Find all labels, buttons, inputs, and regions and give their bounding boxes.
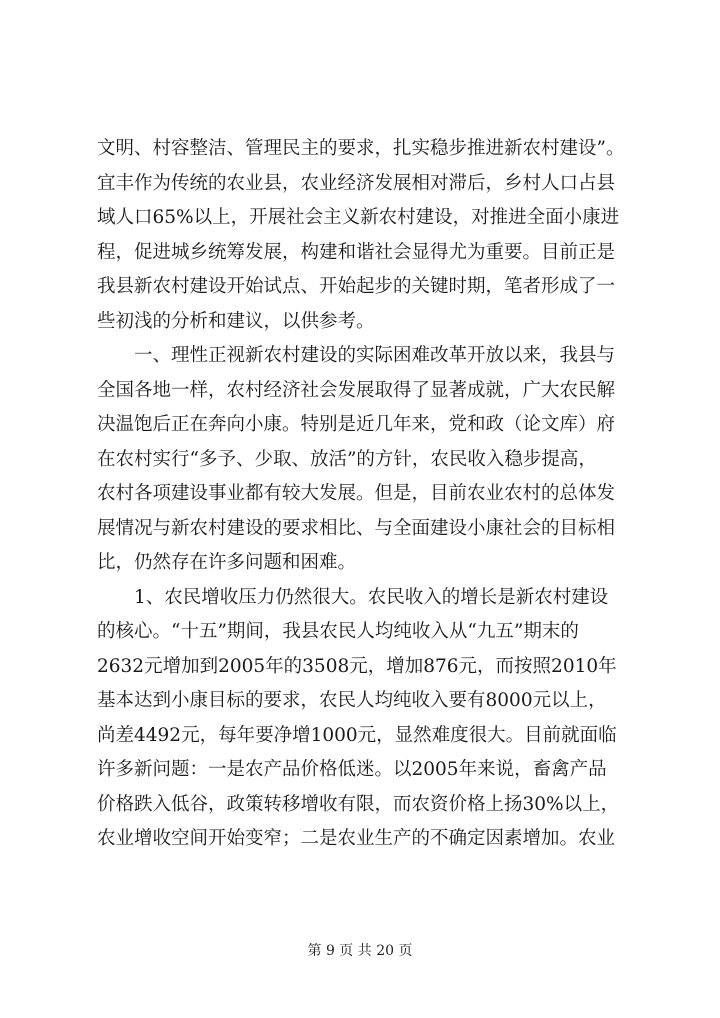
text-line-2: 宜丰作为传统的农业县，农业经济发展相对滞后，乡村人口占县 [97, 172, 616, 194]
text-line-11: 农村各项建设事业都有较大发展。但是，目前农业农村的总体发 [97, 483, 616, 504]
text-line-14: 1、农民增收压力仍然很大。农民收入的增长是新农村建设 [134, 586, 609, 608]
text-line-6: 些初浅的分析和建议，以供参考。 [97, 310, 375, 332]
text-line-9: 决温饱后正在奔向小康。特别是近几年来，党和政（论文库）府 [97, 414, 616, 435]
text-line-8: 全国各地一样，农村经济社会发展取得了显著成就，广大农民解 [97, 379, 616, 401]
text-line-19: 许多新问题：一是农产品价格低迷。以2005年来说，畜禽产品 [97, 759, 607, 780]
text-line-1: 文明、村容整洁、管理民主的要求，扎实稳步推进新农村建设”。 [97, 138, 625, 159]
body-text [97, 132, 657, 857]
text-line-18: 尚差4492元，每年要净增1000元，显然难度很大。目前就面临 [97, 724, 617, 746]
text-line-17: 基本达到小康目标的要求，农民人均纯收入要有8000元以上， [97, 690, 607, 711]
text-line-16: 2632元增加到2005年的3508元，增加876元，而按照2010年 [97, 655, 617, 677]
text-line-10: 在农村实行“多予、少取、放活”的方针，农民收入稳步提高， [97, 448, 597, 470]
text-line-21: 农业增收空间开始变窄；二是农业生产的不确定因素增加。农业 [97, 828, 616, 849]
page-number-footer: 第 9 页 共 20 页 [307, 943, 413, 959]
text-line-5: 我县新农村建设开始试点、开始起步的关键时期，笔者形成了一 [97, 276, 616, 297]
text-line-7: 一、理性正视新农村建设的实际困难改革开放以来，我县与 [134, 345, 616, 366]
text-line-3: 域人口65%以上，开展社会主义新农村建设，对推进全面小康进 [97, 207, 620, 228]
text-line-15: 的核心。“十五”期间，我县农民人均纯收入从“九五”期末的 [97, 621, 579, 642]
text-line-12: 展情况与新农村建设的要求相比、与全面建设小康社会的目标相 [97, 517, 616, 539]
text-line-4: 程，促进城乡统筹发展，构建和谐社会显得尤为重要。目前正是 [97, 241, 616, 263]
text-line-20: 价格跌入低谷，政策转移增收有限，而农资价格上扬30%以上， [97, 793, 620, 815]
text-line-13: 比，仍然存在许多问题和困难。 [97, 552, 357, 573]
